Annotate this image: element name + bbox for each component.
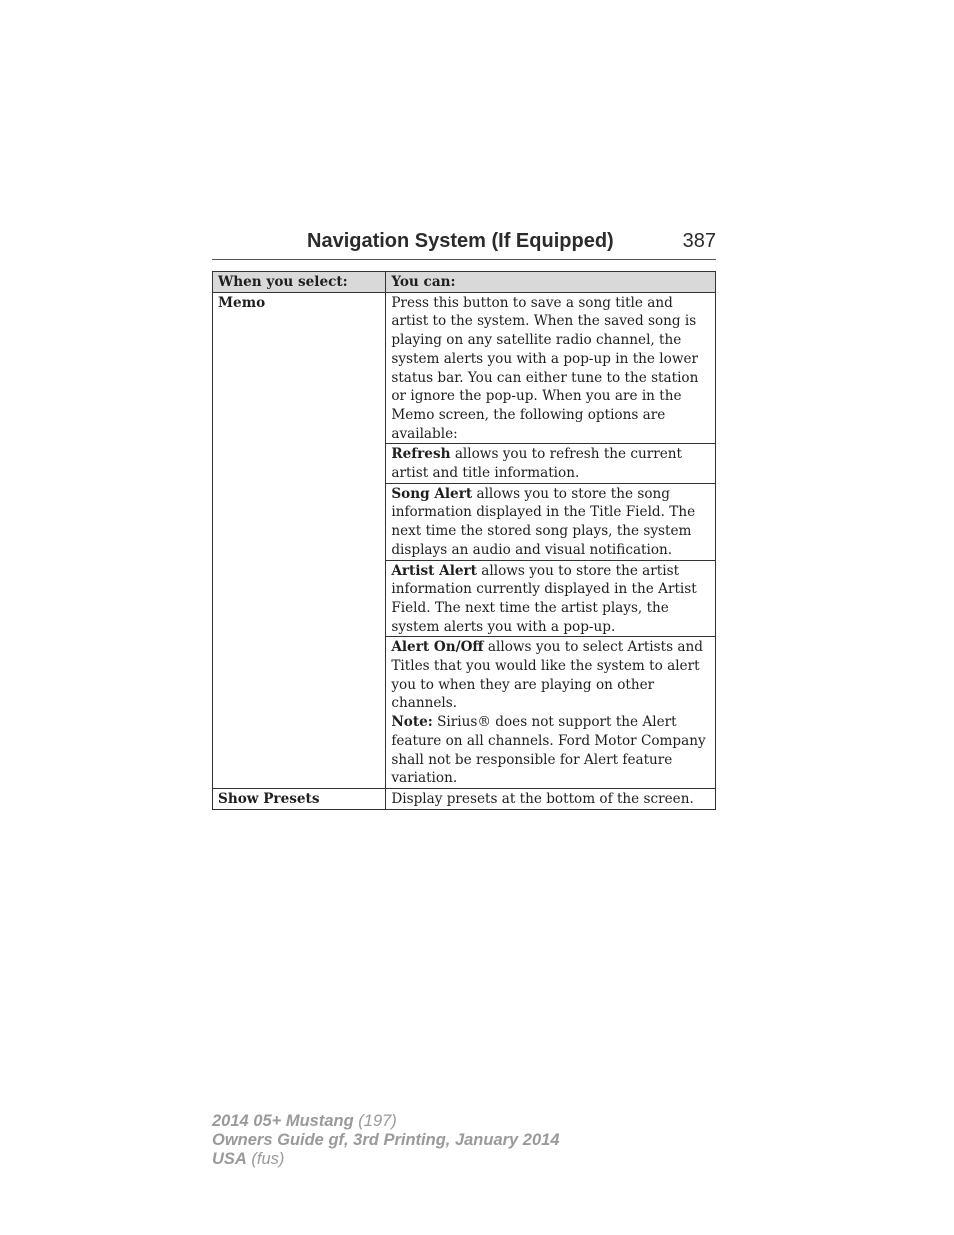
alert-onoff-option [386,637,716,789]
option-term: Alert On/Off [391,639,484,656]
page-header [212,229,716,260]
selection-memo: Memo [213,292,386,788]
option-term: Artist Alert [391,562,477,579]
footer-model: 2014 05+ Mustang [212,1112,354,1130]
artist-alert-option [386,560,716,637]
table-header-row [213,272,716,293]
show-presets-description: Display presets at the bottom of the screen. [386,788,716,809]
footer-model-code: (197) [353,1112,397,1130]
table-row [213,292,716,444]
option-text: allows you to store the song information displayed in the Title Field. The next time the stored song plays, the system displays an audio and visual notification. [391,485,696,558]
footer-line-1 [212,1112,560,1131]
song-alert-option [386,483,716,560]
footer-line-3 [212,1150,560,1169]
options-table [212,271,716,810]
option-text: allows you to refresh the current artist and title information. [391,446,683,482]
column-header-action: You can: [386,272,716,293]
option-term: Refresh [391,446,451,463]
option-text: allows you to store the artist information currently displayed in the Artist Field. The next time the artist plays, the system alerts you with a pop-up. [391,562,697,635]
footer-line-2: Owners Guide gf, 3rd Printing, January 2014 [212,1131,560,1149]
note-text: Sirius® does not support the Alert feature on all channels. Ford Motor Company shall not be responsible for Alert feature variation. [391,714,706,787]
footer-market-code: (fus) [246,1150,285,1168]
column-header-selection: When you select: [213,272,386,293]
page-number: 387 [682,230,716,252]
selection-show-presets: Show Presets [213,788,386,809]
refresh-option [386,444,716,483]
note-term: Note: [391,714,433,731]
footer-market: USA [212,1150,247,1168]
table-row [213,788,716,809]
page-footer [212,1112,560,1169]
section-title: Navigation System (If Equipped) [307,230,614,252]
memo-description: Press this button to save a song title and artist to the system. When the saved song is playing on any satellite radio channel, the system alerts you with a pop-up in the lower status bar. You can either tune to the station or ignore the pop-up. When you are in the Memo screen, the following options are available: [386,292,716,444]
option-term: Song Alert [391,485,473,502]
option-text: allows you to select Artists and Titles that you would like the system to alert you to when they are playing on other channels. [391,639,703,712]
